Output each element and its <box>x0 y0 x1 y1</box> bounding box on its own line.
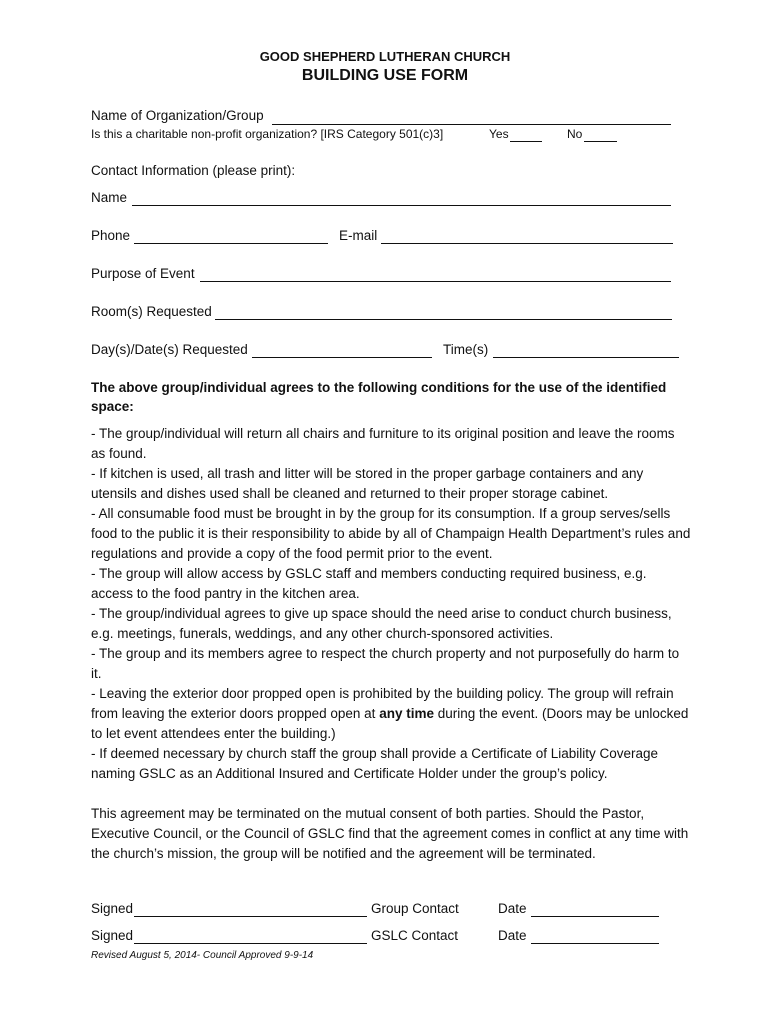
rooms-field[interactable] <box>215 319 672 320</box>
purpose-label: Purpose of Event <box>91 266 195 281</box>
contact-heading: Contact Information (please print): <box>91 163 296 178</box>
condition-item: - All consumable food must be brought in by the group for its consumption. If a group serves/sells food to the public it is their responsibility to abide by all of Champaign Health Department’s rules and regulations and provide a copy of the food permit prior to the event. <box>91 506 691 561</box>
group-signature-field[interactable] <box>134 916 367 917</box>
revision-note: Revised August 5, 2014- Council Approved 9-9-14 <box>91 950 314 961</box>
date-label: Date <box>498 928 527 943</box>
email-label: E-mail <box>339 228 378 243</box>
conditions-list <box>91 424 691 784</box>
church-name: GOOD SHEPHERD LUTHERAN CHURCH <box>259 49 511 64</box>
time-label: Time(s) <box>443 342 489 357</box>
condition-item: - If deemed necessary by church staff the group shall provide a Certificate of Liability Coverage naming GSLC as an Additional Insured and Certificate Holder under the group’s policy. <box>91 746 659 781</box>
organization-field[interactable] <box>272 124 671 125</box>
signed-label: Signed <box>91 901 134 916</box>
time-field[interactable] <box>493 357 679 358</box>
form-title: BUILDING USE FORM <box>301 67 469 84</box>
phone-field[interactable] <box>134 243 328 244</box>
condition-text: - Leaving the exterior door propped open is prohibited by the building policy. The group will refrain from leaving the exterior doors propped open at <box>91 686 674 721</box>
dates-field[interactable] <box>252 357 432 358</box>
no-field[interactable] <box>584 141 617 142</box>
condition-text: during the event. (Doors may be unlocked to let event attendees enter the building.) <box>91 706 689 741</box>
date-label: Date <box>498 901 527 916</box>
gslc-signature-field[interactable] <box>134 943 367 944</box>
condition-item: - The group/individual will return all chairs and furniture to its original position and leave the rooms as found. <box>91 426 675 461</box>
yes-field[interactable] <box>510 141 542 142</box>
gslc-contact-label: GSLC Contact <box>371 928 459 943</box>
conditions-heading: The above group/individual agrees to the following conditions for the use of the identified space: <box>91 380 667 414</box>
condition-emphasis: any time <box>379 706 434 721</box>
email-field[interactable] <box>381 243 673 244</box>
condition-item: - The group will allow access by GSLC staff and members conducting required business, e.g. access to the food pantry in the kitchen area. <box>91 566 647 601</box>
group-contact-label: Group Contact <box>371 901 459 916</box>
no-label: No <box>567 127 583 141</box>
condition-item: - If kitchen is used, all trash and litter will be stored in the proper garbage containers and any utensils and dishes used shall be cleaned and returned to their proper storage cabinet. <box>91 466 644 501</box>
dates-label: Day(s)/Date(s) Requested <box>91 342 248 357</box>
gslc-date-field[interactable] <box>531 943 659 944</box>
nonprofit-question: Is this a charitable non-profit organization? [IRS Category 501(c)3] <box>91 127 444 141</box>
rooms-label: Room(s) Requested <box>91 304 212 319</box>
organization-label: Name of Organization/Group <box>91 108 264 123</box>
condition-item: - The group/individual agrees to give up space should the need arise to conduct church business, e.g. meetings, funerals, weddings, and any other church-sponsored activities. <box>91 606 672 641</box>
condition-item: - The group and its members agree to respect the church property and not purposefully do harm to it. <box>91 646 680 681</box>
condition-item <box>91 684 691 744</box>
agreement-paragraph: This agreement may be terminated on the mutual consent of both parties. Should the Pastor, Executive Council, or the Council of GSLC find that the agreement comes in conflict at any time with the church’s mission, the group will be notified and the agreement will be terminated. <box>91 806 689 861</box>
name-field[interactable] <box>132 205 671 206</box>
name-label: Name <box>91 190 128 205</box>
phone-label: Phone <box>91 228 131 243</box>
yes-label: Yes <box>489 127 509 141</box>
group-date-field[interactable] <box>531 916 659 917</box>
signed-label: Signed <box>91 928 134 943</box>
purpose-field[interactable] <box>200 281 671 282</box>
